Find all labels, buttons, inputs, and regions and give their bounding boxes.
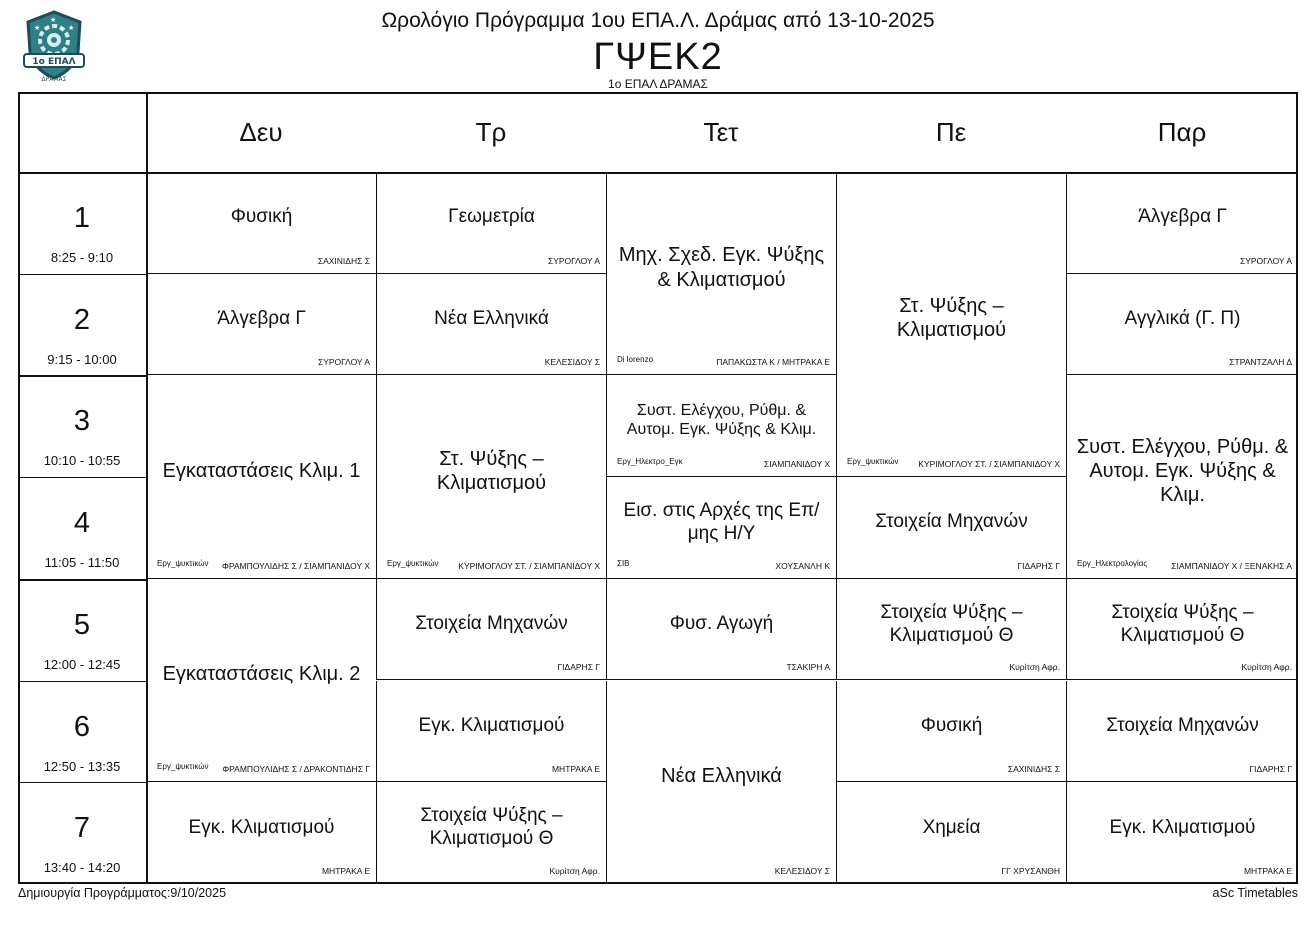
generator-label: aSc Timetables [1212, 886, 1298, 900]
lesson-teacher: ΚΕΛΕΣΙΔΟΥ Σ [774, 865, 830, 876]
lesson-cell[interactable] [376, 274, 606, 376]
lesson-cell[interactable] [1066, 782, 1298, 884]
lesson-subject: Στοιχεία Μηχανών [415, 613, 568, 635]
lesson-cell[interactable] [146, 375, 376, 578]
page-title: Ωρολόγιο Πρόγραμμα 1ου ΕΠΑ.Λ. Δράμας από 13-10-2025 [381, 9, 935, 32]
lesson-subject: Γεωμετρία [448, 206, 535, 228]
lesson-subject: Εισ. στις Αρχές της Επ/μης Η/Υ [623, 499, 820, 545]
period-number: 4 [73, 507, 91, 540]
lesson-room: Εργ_ψυκτικών [157, 762, 209, 772]
lesson-subject: Αγγλικά (Γ. Π) [1124, 308, 1241, 330]
lesson-cell[interactable] [836, 477, 1066, 579]
period-number: 3 [73, 405, 91, 438]
period-time: 13:40 - 14:20 [43, 860, 121, 876]
lesson-teacher: ΣΙΑΜΠΑΝΙΔΟΥ Χ / ΞΕΝΑΚΗΣ Α [1171, 560, 1292, 571]
lesson-teacher: ΣΤΡΑΝΤΖΑΛΗ Δ [1229, 357, 1292, 368]
grid-line [18, 681, 146, 682]
lesson-cell[interactable] [146, 782, 376, 884]
logo-subtext: ΔΡΑΜΑΣ [41, 76, 67, 83]
lesson-cell[interactable] [376, 172, 606, 274]
lesson-teacher: ΜΗΤΡΑΚΑ Ε [551, 764, 600, 775]
lesson-subject: Νέα Ελληνικά [434, 308, 549, 330]
lesson-subject: Φυσ. Αγωγή [669, 613, 774, 635]
lesson-cell[interactable] [836, 681, 1066, 783]
day-header: Τρ [475, 116, 507, 147]
lesson-teacher: ΓΓ ΧΡΥΣΑΝΘΗ [1001, 865, 1060, 876]
lesson-teacher: ΣΙΑΜΠΑΝΙΔΟΥ Χ [763, 459, 830, 470]
period-time: 10:10 - 10:55 [43, 453, 121, 469]
period-number: 1 [73, 202, 91, 234]
lesson-subject: Στ. Ψύξης – Κλιματισμού [896, 295, 1007, 342]
lesson-cell[interactable] [376, 579, 606, 681]
period-time: 8:25 - 9:10 [50, 250, 114, 265]
period-number: 5 [73, 608, 91, 641]
period-number: 2 [73, 303, 91, 336]
lesson-subject: Συστ. Ελέγχου, Ρύθμ. & Αυτομ. Εγκ. Ψύξης & Κλιμ. [626, 401, 817, 439]
lesson-subject: Στοιχεία Μηχανών [875, 511, 1028, 533]
lesson-teacher: ΓΙΔΑΡΗΣ Γ [557, 662, 600, 673]
grid-line [18, 579, 146, 581]
day-header: Πε [935, 116, 967, 147]
period-time: 12:50 - 13:35 [43, 758, 121, 774]
lesson-cell[interactable] [146, 579, 376, 782]
lesson-subject: Άλγεβρα Γ [1138, 206, 1227, 228]
period-time: 9:15 - 10:00 [47, 351, 117, 367]
day-header: Δευ [239, 116, 283, 147]
lesson-teacher: Κυρίτση Αφρ. [1009, 662, 1060, 673]
lesson-teacher: ΜΗΤΡΑΚΑ Ε [321, 865, 370, 876]
lesson-teacher: ΚΥΡΙΜΟΓΛΟΥ ΣΤ. / ΣΙΑΜΠΑΝΙΔΟΥ Χ [918, 459, 1060, 470]
svg-text:★: ★ [68, 25, 75, 32]
lesson-subject: Φυσική [230, 206, 293, 228]
lesson-teacher: ΣΥΡΟΓΛΟΥ Α [317, 357, 370, 368]
lesson-room: Εργ_ψυκτικών [157, 558, 209, 568]
lesson-cell[interactable] [836, 579, 1066, 681]
lesson-room: Εργ_Ηλεκτρο_Εγκ [617, 457, 683, 467]
period-number: 7 [73, 812, 91, 845]
lesson-subject: Νέα Ελληνικά [661, 765, 782, 788]
lesson-cell[interactable] [836, 782, 1066, 884]
class-name: ΓΨΕΚ2 [593, 36, 723, 78]
lesson-teacher: ΚΕΛΕΣΙΔΟΥ Σ [544, 357, 600, 368]
grid-line [18, 375, 146, 377]
period-time: 11:05 - 11:50 [44, 555, 120, 571]
lesson-subject: Εγκαταστάσεις Κλιμ. 1 [162, 460, 361, 483]
svg-text:★: ★ [34, 25, 41, 32]
timetable-grid [18, 92, 1298, 884]
lesson-teacher: Κυρίτση Αφρ. [1241, 662, 1292, 673]
lesson-teacher: ΦΡΑΜΠΟΥΛΙΔΗΣ Σ / ΣΙΑΜΠΑΝΙΔΟΥ Χ [222, 560, 370, 571]
lesson-subject: Στ. Ψύξης – Κλιματισμού [436, 447, 547, 494]
lesson-subject: Εγκ. Κλιματισμού [418, 714, 565, 736]
lesson-subject: Στοιχεία Μηχανών [1106, 714, 1259, 736]
lesson-teacher: ΓΙΔΑΡΗΣ Γ [1249, 764, 1292, 775]
day-header: Παρ [1157, 116, 1207, 147]
lesson-cell[interactable] [376, 681, 606, 783]
lesson-subject: Άλγεβρα Γ [217, 308, 306, 330]
lesson-teacher: ΠΑΠΑΚΩΣΤΑ Κ / ΜΗΤΡΑΚΑ Ε [716, 357, 830, 368]
lesson-room: ΣΙΒ [617, 558, 630, 568]
lesson-teacher: ΜΗΤΡΑΚΑ Ε [1243, 865, 1292, 876]
lesson-cell[interactable] [606, 579, 836, 681]
lesson-subject: Στοιχεία Ψύξης – Κλιματισμού Θ [880, 601, 1023, 646]
lesson-cell[interactable] [836, 172, 1066, 477]
lesson-subject: Στοιχεία Ψύξης – Κλιματισμού Θ [420, 805, 563, 850]
lesson-teacher: ΣΥΡΟΓΛΟΥ Α [1239, 255, 1292, 266]
lesson-subject: Μηχ. Σχεδ. Εγκ. Ψύξης & Κλιματισμού [618, 244, 825, 291]
lesson-teacher: ΤΣΑΚΙΡΗ Α [786, 662, 830, 673]
lesson-teacher: ΓΙΔΑΡΗΣ Γ [1017, 560, 1060, 571]
lesson-cell[interactable] [146, 274, 376, 376]
day-header: Τετ [703, 116, 739, 147]
lesson-cell[interactable] [606, 681, 836, 884]
svg-text:★: ★ [50, 17, 57, 24]
lesson-cell[interactable] [146, 172, 376, 274]
lesson-teacher: ΣΑΧΙΝΙΔΗΣ Σ [1007, 764, 1060, 775]
lesson-cell[interactable] [606, 172, 836, 375]
lesson-teacher: ΣΑΧΙΝΙΔΗΣ Σ [317, 255, 370, 266]
lesson-cell[interactable] [1066, 375, 1298, 578]
lesson-subject: Συστ. Ελέγχου, Ρύθμ. & Αυτομ. Εγκ. Ψύξης & Κλιμ. [1076, 435, 1289, 507]
grid-line [18, 477, 146, 478]
lesson-teacher: ΚΥΡΙΜΟΓΛΟΥ ΣΤ. / ΣΙΑΜΠΑΝΙΔΟΥ Χ [458, 560, 600, 571]
lesson-teacher: ΦΡΑΜΠΟΥΛΙΔΗΣ Σ / ΔΡΑΚΟΝΤΙΔΗΣ Γ [222, 764, 370, 775]
lesson-cell[interactable] [1066, 579, 1298, 681]
lesson-subject: Φυσική [920, 714, 983, 736]
lesson-room: Εργ_ψυκτικών [387, 558, 439, 568]
grid-line [18, 274, 146, 275]
lesson-cell[interactable] [1066, 172, 1298, 274]
lesson-room: Εργ_ψυκτικών [847, 457, 899, 467]
lesson-teacher: ΣΥΡΟΓΛΟΥ Α [547, 255, 600, 266]
lesson-subject: Χημεία [922, 816, 981, 838]
lesson-cell[interactable] [376, 782, 606, 884]
lesson-room: Εργ_Ηλεκτρολογίας [1077, 558, 1148, 568]
period-time: 12:00 - 12:45 [43, 656, 121, 672]
logo-text: 1ο ΕΠΑΛ [32, 57, 76, 67]
lesson-cell[interactable] [606, 477, 836, 579]
grid-line [18, 782, 146, 783]
lesson-cell[interactable] [1066, 681, 1298, 783]
lesson-teacher: Κυρίτση Αφρ. [549, 865, 600, 876]
creation-date: Δημιουργία Προγράμματος:9/10/2025 [18, 886, 227, 900]
lesson-cell[interactable] [1066, 274, 1298, 376]
lesson-teacher: ΧΟΥΣΑΝΛΗ Κ [775, 560, 830, 571]
lesson-subject: Εγκαταστάσεις Κλιμ. 2 [162, 663, 361, 686]
school-name: 1ο ΕΠΑΛ ΔΡΑΜΑΣ [608, 77, 708, 91]
lesson-subject: Εγκ. Κλιματισμού [1109, 816, 1256, 838]
period-number: 6 [73, 710, 91, 743]
lesson-room: Di lorenzo [617, 355, 654, 365]
lesson-subject: Εγκ. Κλιματισμού [188, 816, 335, 838]
lesson-subject: Στοιχεία Ψύξης – Κλιματισμού Θ [1111, 601, 1254, 646]
lesson-cell[interactable] [606, 375, 836, 477]
lesson-cell[interactable] [376, 375, 606, 578]
